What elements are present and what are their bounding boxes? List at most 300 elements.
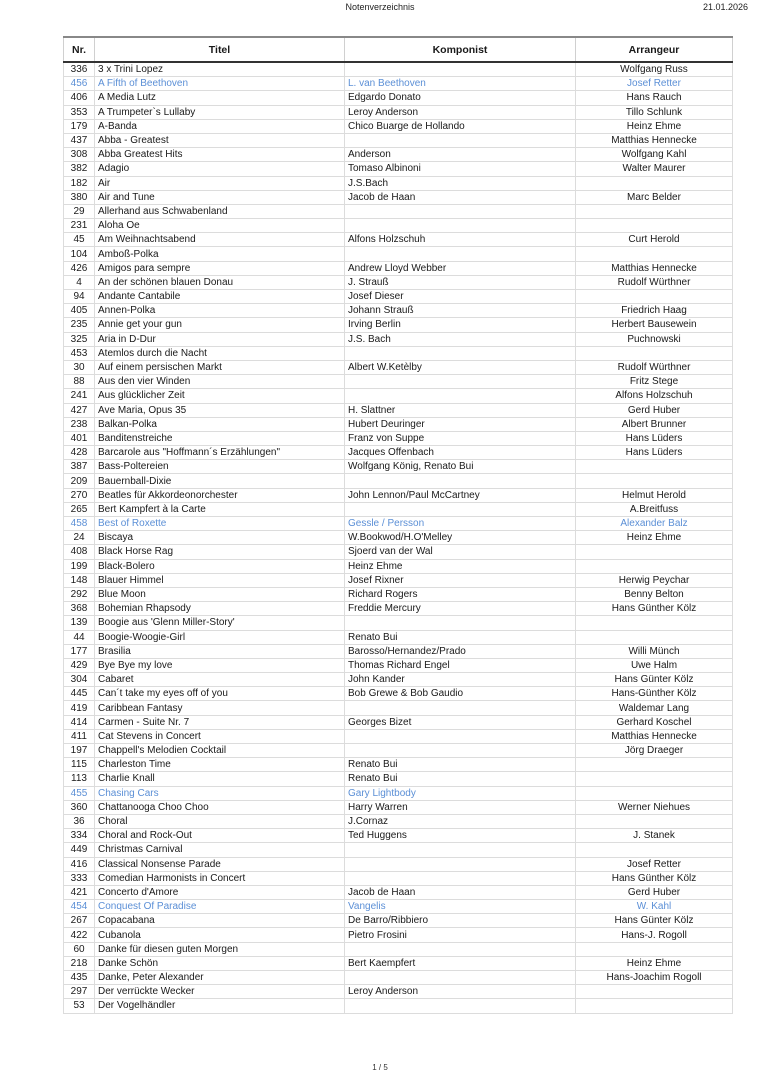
table-row: [64, 261, 733, 275]
cell-nr: 179: [64, 119, 95, 133]
cell-arrangeur: Wolfgang Russ: [576, 62, 733, 77]
table-row: [64, 304, 733, 318]
cell-titel: Christmas Carnival: [95, 843, 345, 857]
table-row: [64, 843, 733, 857]
cell-nr: 197: [64, 744, 95, 758]
cell-arrangeur: A.Breitfuss: [576, 502, 733, 516]
cell-arrangeur: [576, 290, 733, 304]
cell-arrangeur: Josef Retter: [576, 77, 733, 91]
cell-nr: 60: [64, 942, 95, 956]
cell-arrangeur: Hans Rauch: [576, 91, 733, 105]
cell-komponist: Renato Bui: [345, 758, 576, 772]
cell-nr: 265: [64, 502, 95, 516]
cell-komponist: Ted Huggens: [345, 829, 576, 843]
cell-nr: 267: [64, 914, 95, 928]
table-row: [64, 190, 733, 204]
cell-komponist: Jacob de Haan: [345, 190, 576, 204]
cell-arrangeur: Hans Lüders: [576, 431, 733, 445]
cell-nr: 297: [64, 985, 95, 999]
cell-komponist: W.Bookwod/H.O'Melley: [345, 531, 576, 545]
table-body: [64, 62, 733, 1013]
cell-arrangeur: Rudolf Würthner: [576, 360, 733, 374]
cell-titel: Allerhand aus Schwabenland: [95, 204, 345, 218]
table-row: [64, 559, 733, 573]
cell-arrangeur: [576, 616, 733, 630]
cell-komponist: Gary Lightbody: [345, 786, 576, 800]
cell-titel: Der Vogelhändler: [95, 999, 345, 1013]
cell-nr: 429: [64, 658, 95, 672]
cell-titel: Annie get your gun: [95, 318, 345, 332]
cell-arrangeur: Herbert Bausewein: [576, 318, 733, 332]
cell-komponist: Georges Bizet: [345, 715, 576, 729]
cell-arrangeur: Benny Belton: [576, 587, 733, 601]
cell-arrangeur: [576, 219, 733, 233]
cell-komponist: [345, 871, 576, 885]
cell-titel: Air and Tune: [95, 190, 345, 204]
cell-nr: 308: [64, 148, 95, 162]
cell-nr: 231: [64, 219, 95, 233]
table-row: [64, 644, 733, 658]
cell-arrangeur: Werner Niehues: [576, 800, 733, 814]
cell-arrangeur: [576, 758, 733, 772]
cell-nr: 419: [64, 701, 95, 715]
cell-arrangeur: Matthias Hennecke: [576, 261, 733, 275]
cell-komponist: Jacques Offenbach: [345, 446, 576, 460]
table-row: [64, 176, 733, 190]
table-row: [64, 616, 733, 630]
cell-titel: Best of Roxette: [95, 517, 345, 531]
cell-titel: Brasilia: [95, 644, 345, 658]
cell-titel: A-Banda: [95, 119, 345, 133]
cell-arrangeur: [576, 942, 733, 956]
cell-nr: 454: [64, 900, 95, 914]
cell-komponist: [345, 942, 576, 956]
table-row: [64, 744, 733, 758]
cell-nr: 333: [64, 871, 95, 885]
cell-komponist: [345, 744, 576, 758]
cell-komponist: Leroy Anderson: [345, 105, 576, 119]
table-header-row: [64, 37, 733, 62]
cell-titel: Danke für diesen guten Morgen: [95, 942, 345, 956]
cell-arrangeur: Albert Brunner: [576, 417, 733, 431]
table-row: [64, 602, 733, 616]
cell-nr: 241: [64, 389, 95, 403]
table-row: [64, 885, 733, 899]
cell-arrangeur: [576, 559, 733, 573]
cell-titel: Abba Greatest Hits: [95, 148, 345, 162]
cell-arrangeur: Marc Belder: [576, 190, 733, 204]
cell-komponist: J. Strauß: [345, 275, 576, 289]
cell-komponist: Freddie Mercury: [345, 602, 576, 616]
cell-arrangeur: Alfons Holzschuh: [576, 389, 733, 403]
cell-nr: 414: [64, 715, 95, 729]
cell-titel: Carmen - Suite Nr. 7: [95, 715, 345, 729]
cell-titel: Aria in D-Dur: [95, 332, 345, 346]
cell-titel: Chasing Cars: [95, 786, 345, 800]
cell-titel: Andante Cantabile: [95, 290, 345, 304]
cell-nr: 382: [64, 162, 95, 176]
cell-nr: 88: [64, 375, 95, 389]
table-row: [64, 488, 733, 502]
cell-komponist: [345, 346, 576, 360]
cell-komponist: Thomas Richard Engel: [345, 658, 576, 672]
cell-nr: 401: [64, 431, 95, 445]
cell-komponist: [345, 62, 576, 77]
cell-titel: Concerto d'Amore: [95, 885, 345, 899]
table-row: [64, 375, 733, 389]
cell-arrangeur: W. Kahl: [576, 900, 733, 914]
cell-titel: Adagio: [95, 162, 345, 176]
cell-arrangeur: Jörg Draeger: [576, 744, 733, 758]
cell-arrangeur: [576, 545, 733, 559]
cell-titel: Charlie Knall: [95, 772, 345, 786]
cell-nr: 336: [64, 62, 95, 77]
cell-arrangeur: Willi Münch: [576, 644, 733, 658]
cell-arrangeur: Heinz Ehme: [576, 531, 733, 545]
cell-arrangeur: Alexander Balz: [576, 517, 733, 531]
cell-arrangeur: Tillo Schlunk: [576, 105, 733, 119]
cell-arrangeur: Hans Günther Kölz: [576, 602, 733, 616]
cell-nr: 453: [64, 346, 95, 360]
cell-arrangeur: [576, 786, 733, 800]
cell-titel: Amigos para sempre: [95, 261, 345, 275]
table-row: [64, 871, 733, 885]
cell-titel: Black Horse Rag: [95, 545, 345, 559]
table-row: [64, 786, 733, 800]
cell-nr: 199: [64, 559, 95, 573]
table-row: [64, 460, 733, 474]
table-row: [64, 531, 733, 545]
cell-komponist: Tomaso Albinoni: [345, 162, 576, 176]
cell-titel: Abba - Greatest: [95, 133, 345, 147]
cell-arrangeur: [576, 346, 733, 360]
column-header-nr: Nr.: [64, 37, 95, 62]
cell-titel: 3 x Trini Lopez: [95, 62, 345, 77]
cell-nr: 113: [64, 772, 95, 786]
cell-nr: 380: [64, 190, 95, 204]
table-row: [64, 928, 733, 942]
cell-nr: 411: [64, 729, 95, 743]
cell-arrangeur: Hans Lüders: [576, 446, 733, 460]
cell-nr: 148: [64, 573, 95, 587]
cell-komponist: Renato Bui: [345, 772, 576, 786]
cell-komponist: Bob Grewe & Bob Gaudio: [345, 687, 576, 701]
table-row: [64, 318, 733, 332]
cell-arrangeur: Uwe Halm: [576, 658, 733, 672]
cell-arrangeur: [576, 999, 733, 1013]
cell-titel: Aloha Oe: [95, 219, 345, 233]
table-row: [64, 403, 733, 417]
cell-titel: A Trumpeter`s Lullaby: [95, 105, 345, 119]
cell-titel: Choral: [95, 814, 345, 828]
cell-arrangeur: Hans-Joachim Rogoll: [576, 971, 733, 985]
cell-arrangeur: [576, 204, 733, 218]
table-row: [64, 985, 733, 999]
cell-nr: 435: [64, 971, 95, 985]
cell-nr: 456: [64, 77, 95, 91]
cell-titel: Am Weihnachtsabend: [95, 233, 345, 247]
cell-komponist: J.S.Bach: [345, 176, 576, 190]
cell-titel: Blauer Himmel: [95, 573, 345, 587]
table-row: [64, 247, 733, 261]
cell-titel: Caribbean Fantasy: [95, 701, 345, 715]
cell-titel: Chappell's Melodien Cocktail: [95, 744, 345, 758]
cell-komponist: [345, 616, 576, 630]
cell-komponist: Richard Rogers: [345, 587, 576, 601]
cell-arrangeur: Heinz Ehme: [576, 119, 733, 133]
cell-komponist: De Barro/Ribbiero: [345, 914, 576, 928]
table-row: [64, 800, 733, 814]
cell-komponist: [345, 971, 576, 985]
cell-nr: 30: [64, 360, 95, 374]
cell-titel: Barcarole aus "Hoffmann´s Erzählungen": [95, 446, 345, 460]
cell-titel: Bye Bye my love: [95, 658, 345, 672]
cell-komponist: J.S. Bach: [345, 332, 576, 346]
cell-komponist: John Kander: [345, 673, 576, 687]
table-row: [64, 829, 733, 843]
cell-komponist: [345, 375, 576, 389]
cell-komponist: J.Cornaz: [345, 814, 576, 828]
cell-titel: Amboß-Polka: [95, 247, 345, 261]
cell-arrangeur: Friedrich Haag: [576, 304, 733, 318]
cell-arrangeur: Matthias Hennecke: [576, 729, 733, 743]
cell-komponist: Barosso/Hernandez/Prado: [345, 644, 576, 658]
cell-nr: 422: [64, 928, 95, 942]
cell-komponist: Josef Rixner: [345, 573, 576, 587]
cell-komponist: Leroy Anderson: [345, 985, 576, 999]
table-row: [64, 105, 733, 119]
cell-komponist: Vangelis: [345, 900, 576, 914]
table-row: [64, 474, 733, 488]
cell-arrangeur: Herwig Peychar: [576, 573, 733, 587]
cell-nr: 304: [64, 673, 95, 687]
cell-titel: A Media Lutz: [95, 91, 345, 105]
cell-nr: 238: [64, 417, 95, 431]
cell-titel: Atemlos durch die Nacht: [95, 346, 345, 360]
table-row: [64, 545, 733, 559]
cell-nr: 455: [64, 786, 95, 800]
cell-titel: Classical Nonsense Parade: [95, 857, 345, 871]
cell-arrangeur: Gerd Huber: [576, 403, 733, 417]
cell-nr: 426: [64, 261, 95, 275]
page-number: 1 / 5: [372, 1063, 388, 1072]
cell-nr: 445: [64, 687, 95, 701]
cell-titel: Beatles für Akkordeonorchester: [95, 488, 345, 502]
cell-titel: Balkan-Polka: [95, 417, 345, 431]
cell-komponist: Sjoerd van der Wal: [345, 545, 576, 559]
cell-nr: 387: [64, 460, 95, 474]
cell-komponist: Gessle / Persson: [345, 517, 576, 531]
cell-arrangeur: Hans Günter Kölz: [576, 914, 733, 928]
table-row: [64, 715, 733, 729]
cell-komponist: Bert Kaempfert: [345, 956, 576, 970]
cell-arrangeur: Hans Günther Kölz: [576, 871, 733, 885]
table-row: [64, 360, 733, 374]
cell-komponist: Alfons Holzschuh: [345, 233, 576, 247]
cell-nr: 437: [64, 133, 95, 147]
table-row: [64, 417, 733, 431]
cell-komponist: [345, 999, 576, 1013]
cell-nr: 29: [64, 204, 95, 218]
cell-titel: Bass-Poltereien: [95, 460, 345, 474]
print-date: 21.01.2026: [702, 2, 748, 12]
table-row: [64, 772, 733, 786]
cell-titel: Choral and Rock-Out: [95, 829, 345, 843]
cell-titel: Ave Maria, Opus 35: [95, 403, 345, 417]
table-row: [64, 971, 733, 985]
table-row: [64, 956, 733, 970]
table-row: [64, 204, 733, 218]
cell-arrangeur: Hans Günter Kölz: [576, 673, 733, 687]
cell-komponist: L. van Beethoven: [345, 77, 576, 91]
cell-nr: 177: [64, 644, 95, 658]
column-header-komponist: Komponist: [345, 37, 576, 62]
cell-nr: 104: [64, 247, 95, 261]
cell-nr: 334: [64, 829, 95, 843]
table-row: [64, 162, 733, 176]
cell-komponist: [345, 247, 576, 261]
table-row: [64, 275, 733, 289]
cell-nr: 449: [64, 843, 95, 857]
cell-nr: 53: [64, 999, 95, 1013]
cell-nr: 458: [64, 517, 95, 531]
cell-komponist: Hubert Deuringer: [345, 417, 576, 431]
cell-arrangeur: Walter Maurer: [576, 162, 733, 176]
cell-arrangeur: Fritz Stege: [576, 375, 733, 389]
table-row: [64, 900, 733, 914]
cell-arrangeur: Hans-Günther Kölz: [576, 687, 733, 701]
cell-nr: 182: [64, 176, 95, 190]
table-row: [64, 630, 733, 644]
table-row: [64, 814, 733, 828]
table-row: [64, 658, 733, 672]
cell-titel: An der schönen blauen Donau: [95, 275, 345, 289]
table-row: [64, 91, 733, 105]
cell-nr: 218: [64, 956, 95, 970]
table-row: [64, 687, 733, 701]
cell-nr: 405: [64, 304, 95, 318]
cell-arrangeur: [576, 176, 733, 190]
column-header-titel: Titel: [95, 37, 345, 62]
cell-titel: Conquest Of Paradise: [95, 900, 345, 914]
cell-titel: Bert Kampfert à la Carte: [95, 502, 345, 516]
table-row: [64, 389, 733, 403]
table-row: [64, 77, 733, 91]
cell-titel: Boogie aus 'Glenn Miller-Story': [95, 616, 345, 630]
table-row: [64, 62, 733, 77]
cell-arrangeur: J. Stanek: [576, 829, 733, 843]
cell-komponist: [345, 729, 576, 743]
table-row: [64, 219, 733, 233]
cell-komponist: [345, 389, 576, 403]
cell-arrangeur: Gerd Huber: [576, 885, 733, 899]
cell-titel: Auf einem persischen Markt: [95, 360, 345, 374]
cell-komponist: H. Slattner: [345, 403, 576, 417]
cell-arrangeur: Hans-J. Rogoll: [576, 928, 733, 942]
table-row: [64, 729, 733, 743]
cell-arrangeur: [576, 814, 733, 828]
cell-titel: Cat Stevens in Concert: [95, 729, 345, 743]
cell-titel: Bauernball-Dixie: [95, 474, 345, 488]
cell-titel: A Fifth of Beethoven: [95, 77, 345, 91]
table-row: [64, 233, 733, 247]
cell-nr: 4: [64, 275, 95, 289]
cell-komponist: Pietro Frosini: [345, 928, 576, 942]
cell-nr: 24: [64, 531, 95, 545]
table-row: [64, 758, 733, 772]
cell-komponist: Andrew Lloyd Webber: [345, 261, 576, 275]
table-row: [64, 431, 733, 445]
cell-titel: Can´t take my eyes off of you: [95, 687, 345, 701]
table-row: [64, 332, 733, 346]
cell-titel: Danke Schön: [95, 956, 345, 970]
cell-nr: 353: [64, 105, 95, 119]
cell-arrangeur: Waldemar Lang: [576, 701, 733, 715]
cell-nr: 139: [64, 616, 95, 630]
cell-titel: Cabaret: [95, 673, 345, 687]
cell-nr: 368: [64, 602, 95, 616]
cell-nr: 292: [64, 587, 95, 601]
cell-arrangeur: [576, 474, 733, 488]
table-row: [64, 290, 733, 304]
cell-arrangeur: Heinz Ehme: [576, 956, 733, 970]
cell-arrangeur: [576, 460, 733, 474]
cell-arrangeur: Gerhard Koschel: [576, 715, 733, 729]
cell-komponist: [345, 474, 576, 488]
cell-nr: 209: [64, 474, 95, 488]
cell-nr: 325: [64, 332, 95, 346]
cell-nr: 45: [64, 233, 95, 247]
column-header-arrangeur: Arrangeur: [576, 37, 733, 62]
cell-nr: 270: [64, 488, 95, 502]
cell-komponist: [345, 133, 576, 147]
cell-komponist: Jacob de Haan: [345, 885, 576, 899]
cell-nr: 360: [64, 800, 95, 814]
cell-nr: 36: [64, 814, 95, 828]
cell-nr: 416: [64, 857, 95, 871]
cell-nr: 421: [64, 885, 95, 899]
cell-arrangeur: [576, 985, 733, 999]
cell-komponist: Albert W.Ketèlby: [345, 360, 576, 374]
table-row: [64, 133, 733, 147]
cell-nr: 235: [64, 318, 95, 332]
cell-komponist: Irving Berlin: [345, 318, 576, 332]
cell-nr: 408: [64, 545, 95, 559]
cell-arrangeur: [576, 772, 733, 786]
cell-arrangeur: [576, 843, 733, 857]
cell-titel: Aus den vier Winden: [95, 375, 345, 389]
table-row: [64, 673, 733, 687]
cell-komponist: John Lennon/Paul McCartney: [345, 488, 576, 502]
cell-komponist: Renato Bui: [345, 630, 576, 644]
table-row: [64, 573, 733, 587]
cell-titel: Bohemian Rhapsody: [95, 602, 345, 616]
cell-komponist: Heinz Ehme: [345, 559, 576, 573]
cell-arrangeur: Matthias Hennecke: [576, 133, 733, 147]
cell-komponist: [345, 857, 576, 871]
cell-arrangeur: Helmut Herold: [576, 488, 733, 502]
table-row: [64, 346, 733, 360]
cell-komponist: Chico Buarge de Hollando: [345, 119, 576, 133]
cell-titel: Comedian Harmonists in Concert: [95, 871, 345, 885]
table-row: [64, 857, 733, 871]
cell-arrangeur: [576, 247, 733, 261]
cell-titel: Chattanooga Choo Choo: [95, 800, 345, 814]
cell-titel: Biscaya: [95, 531, 345, 545]
cell-arrangeur: Rudolf Würthner: [576, 275, 733, 289]
table-row: [64, 701, 733, 715]
cell-titel: Air: [95, 176, 345, 190]
